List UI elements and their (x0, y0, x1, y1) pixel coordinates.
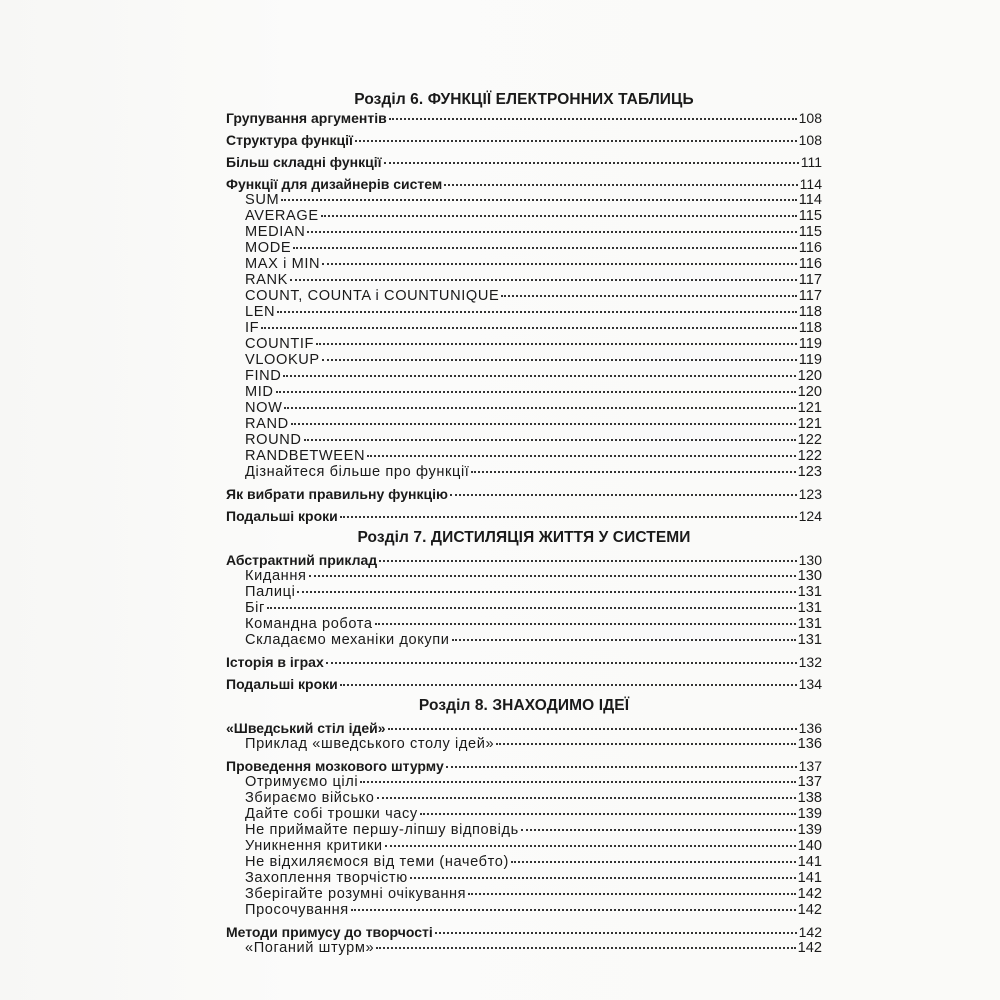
toc-entry-page: 141 (797, 870, 822, 886)
dot-leader (410, 877, 796, 879)
toc-entry-page: 124 (798, 508, 822, 524)
toc-entry-label: Дайте собі трошки часу (245, 806, 418, 822)
toc-entry-page: 116 (798, 240, 822, 256)
toc-entry (226, 336, 822, 352)
dot-leader (284, 407, 795, 409)
dot-leader (277, 311, 797, 313)
toc-entry-label: Командна робота (245, 616, 373, 632)
toc-entry-page: 131 (797, 632, 822, 648)
dot-leader (376, 947, 795, 949)
toc-entry-label: NOW (245, 400, 283, 416)
dot-leader (471, 471, 795, 473)
dot-leader (496, 743, 795, 745)
dot-leader (377, 797, 796, 799)
dot-leader (321, 215, 797, 217)
dot-leader (435, 932, 797, 934)
dot-leader (452, 639, 796, 641)
toc-entry-label: Приклад «шведського столу ідей» (245, 736, 495, 752)
toc-entry-page: 108 (798, 110, 822, 126)
toc-entry-page: 132 (798, 654, 822, 670)
dot-leader (293, 247, 797, 249)
toc-entry (226, 154, 822, 170)
toc-entry (226, 584, 822, 600)
dot-leader (340, 684, 797, 686)
toc-entry-page: 115 (798, 208, 822, 224)
dot-leader (360, 781, 795, 783)
toc-entry-page: 116 (798, 256, 822, 272)
toc-entry-label: Історія в іграх (226, 654, 324, 670)
toc-entry-label: Не приймайте першу-ліпшу відповідь (245, 822, 519, 838)
toc-entry-page: 142 (797, 886, 822, 902)
toc-entry (226, 320, 822, 336)
toc-entry-page: 121 (797, 400, 822, 416)
toc-entry-page: 119 (798, 336, 822, 352)
dot-leader (283, 375, 795, 377)
toc-entry-label: Групування аргументів (226, 110, 387, 126)
toc-entry-label: MEDIAN (245, 224, 306, 240)
table-of-contents (226, 88, 822, 956)
dot-leader (446, 766, 797, 768)
toc-entry-page: 119 (798, 352, 822, 368)
dot-leader (521, 829, 796, 831)
toc-entry-label: Проведення мозкового штурму (226, 758, 444, 774)
dot-leader (326, 662, 797, 664)
toc-entry (226, 790, 822, 806)
toc-entry-label: LEN (245, 304, 276, 320)
toc-entry-label: «Поганий штурм» (245, 940, 375, 956)
toc-entry-label: Збираємо військо (245, 790, 375, 806)
toc-entry-label: Отримуємо цілі (245, 774, 359, 790)
toc-entry-label: Більш складні функції (226, 154, 382, 170)
dot-leader (355, 140, 797, 142)
toc-entry (226, 902, 822, 918)
dot-leader (450, 494, 797, 496)
toc-entry-page: 122 (797, 432, 822, 448)
toc-entry-label: Біг (245, 600, 265, 616)
toc-entry-label: Зберігайте розумні очікування (245, 886, 467, 902)
toc-entry-page: 137 (797, 774, 822, 790)
toc-entry-label: Дізнайтеся більше про функції (245, 464, 470, 480)
toc-entry (226, 368, 822, 384)
dot-leader (291, 423, 796, 425)
toc-entry-page: 117 (798, 288, 822, 304)
dot-leader (322, 263, 797, 265)
toc-entry-label: MID (245, 384, 274, 400)
toc-entry-page: 141 (797, 854, 822, 870)
toc-entry (226, 758, 822, 774)
toc-entry-label: MODE (245, 240, 292, 256)
dot-leader (351, 909, 796, 911)
toc-entry (226, 568, 822, 584)
toc-entry (226, 240, 822, 256)
toc-entry (226, 632, 822, 648)
toc-entry (226, 400, 822, 416)
toc-entry-page: 121 (797, 416, 822, 432)
toc-entry-page: 122 (797, 448, 822, 464)
toc-entry-page: 117 (798, 272, 822, 288)
toc-entry-label: «Шведський стіл ідей» (226, 720, 386, 736)
toc-entry-page: 120 (797, 384, 822, 400)
toc-entry-label: Уникнення критики (245, 838, 383, 854)
toc-entry (226, 676, 822, 692)
toc-entry (226, 352, 822, 368)
toc-entry (226, 132, 822, 148)
toc-entry-label: SUM (245, 192, 280, 208)
toc-entry (226, 256, 822, 272)
toc-entry-label: Як вибрати правильну функцію (226, 486, 448, 502)
toc-entry-label: Кидання (245, 568, 307, 584)
toc-entry-page: 108 (798, 132, 822, 148)
toc-entry-label: Методи примусу до творчості (226, 924, 433, 940)
toc-entry (226, 774, 822, 790)
toc-entry-page: 118 (798, 304, 822, 320)
dot-leader (281, 199, 797, 201)
toc-entry-page: 139 (797, 806, 822, 822)
toc-entry-label: ROUND (245, 432, 302, 448)
toc-entry-label: Просочування (245, 902, 349, 918)
dot-leader (444, 184, 797, 186)
toc-entry-page: 123 (798, 486, 822, 502)
toc-entry-label: Функції для дизайнерів систем (226, 176, 443, 192)
dot-leader (267, 607, 796, 609)
dot-leader (501, 295, 796, 297)
dot-leader (304, 439, 796, 441)
toc-entry-page: 114 (798, 192, 822, 208)
dot-leader (297, 591, 795, 593)
toc-entry (226, 720, 822, 736)
toc-entry-page: 138 (797, 790, 822, 806)
dot-leader (307, 231, 796, 233)
section-8-title: Розділ 8. ЗНАХОДИМО ІДЕЇ (418, 697, 630, 714)
dot-leader (375, 623, 796, 625)
toc-entry-label: COUNTIF (245, 336, 315, 352)
toc-entry (226, 208, 822, 224)
toc-entry (226, 854, 822, 870)
toc-entry-label: RAND (245, 416, 289, 432)
toc-entry-label: FIND (245, 368, 282, 384)
toc-entry-page: 136 (797, 736, 822, 752)
dot-leader (261, 327, 797, 329)
toc-entry-label: Захоплення творчістю (245, 870, 408, 886)
dot-leader (389, 118, 797, 120)
dot-leader (468, 893, 795, 895)
toc-entry (226, 870, 822, 886)
toc-entry (226, 384, 822, 400)
toc-entry-label: MAX і MIN (245, 256, 321, 272)
toc-entry-page: 131 (797, 600, 822, 616)
toc-entry (226, 552, 822, 568)
toc-entry (226, 806, 822, 822)
toc-entry (226, 486, 822, 502)
dot-leader (309, 575, 796, 577)
toc-entry-label: Абстрактний приклад (226, 552, 378, 568)
toc-entry (226, 110, 822, 126)
toc-entry-label: Палиці (245, 584, 296, 600)
toc-entry (226, 508, 822, 524)
dot-leader (385, 845, 796, 847)
dot-leader (322, 359, 797, 361)
toc-entry-page: 130 (798, 552, 822, 568)
toc-entry-label: COUNT, COUNTA і COUNTUNIQUE (245, 288, 500, 304)
toc-entry-page: 111 (800, 154, 822, 170)
toc-entry (226, 224, 822, 240)
toc-entry-page: 134 (798, 676, 822, 692)
toc-entry-page: 114 (799, 176, 822, 192)
toc-entry-label: Подальші кроки (226, 508, 338, 524)
dot-leader (276, 391, 796, 393)
toc-entry-label: VLOOKUP (245, 352, 320, 368)
toc-entry (226, 654, 822, 670)
toc-entry-page: 118 (798, 320, 822, 336)
dot-leader (340, 516, 797, 518)
toc-entry (226, 838, 822, 854)
toc-entry (226, 600, 822, 616)
toc-entry (226, 940, 822, 956)
toc-entry-label: IF (245, 320, 260, 336)
toc-entry-page: 131 (797, 584, 822, 600)
toc-entry-label: Складаємо механіки докупи (245, 632, 450, 648)
toc-entry-page: 137 (798, 758, 822, 774)
dot-leader (420, 813, 796, 815)
toc-entry-page: 136 (798, 720, 822, 736)
toc-entry-label: RANK (245, 272, 288, 288)
toc-entry-page: 142 (797, 940, 822, 956)
toc-entry-page: 131 (797, 616, 822, 632)
toc-entry-page: 140 (797, 838, 822, 854)
dot-leader (367, 455, 796, 457)
dot-leader (388, 728, 797, 730)
dot-leader (316, 343, 797, 345)
toc-entry-label: AVERAGE (245, 208, 319, 224)
toc-entry-page: 120 (797, 368, 822, 384)
section-6-title: Розділ 6. ФУНКЦІЇ ЕЛЕКТРОННИХ ТАБЛИЦЬ (354, 91, 694, 108)
toc-entry (226, 432, 822, 448)
toc-entry (226, 736, 822, 752)
toc-entry (226, 448, 822, 464)
toc-entry-page: 130 (797, 568, 822, 584)
toc-entry-label: RANDBETWEEN (245, 448, 366, 464)
toc-entry-page: 115 (798, 224, 822, 240)
toc-entry-page: 139 (797, 822, 822, 838)
toc-entry (226, 304, 822, 320)
toc-entry (226, 272, 822, 288)
dot-leader (511, 861, 796, 863)
toc-entry (226, 616, 822, 632)
toc-entry-label: Не відхиляємося від теми (начебто) (245, 854, 509, 870)
toc-entry-label: Подальші кроки (226, 676, 338, 692)
toc-entry (226, 822, 822, 838)
toc-entry (226, 924, 822, 940)
toc-entry (226, 416, 822, 432)
toc-entry-page: 142 (798, 924, 822, 940)
toc-entry (226, 886, 822, 902)
toc-entry (226, 288, 822, 304)
toc-entry (226, 464, 822, 480)
toc-entry-page: 123 (797, 464, 822, 480)
dot-leader (290, 279, 797, 281)
toc-entry (226, 176, 822, 192)
toc-entry-page: 142 (797, 902, 822, 918)
section-7-title: Розділ 7. ДИСТИЛЯЦІЯ ЖИТТЯ У СИСТЕМИ (357, 529, 691, 546)
dot-leader (379, 560, 796, 562)
dot-leader (384, 162, 799, 164)
toc-entry (226, 192, 822, 208)
toc-entry-label: Структура функції (226, 132, 353, 148)
